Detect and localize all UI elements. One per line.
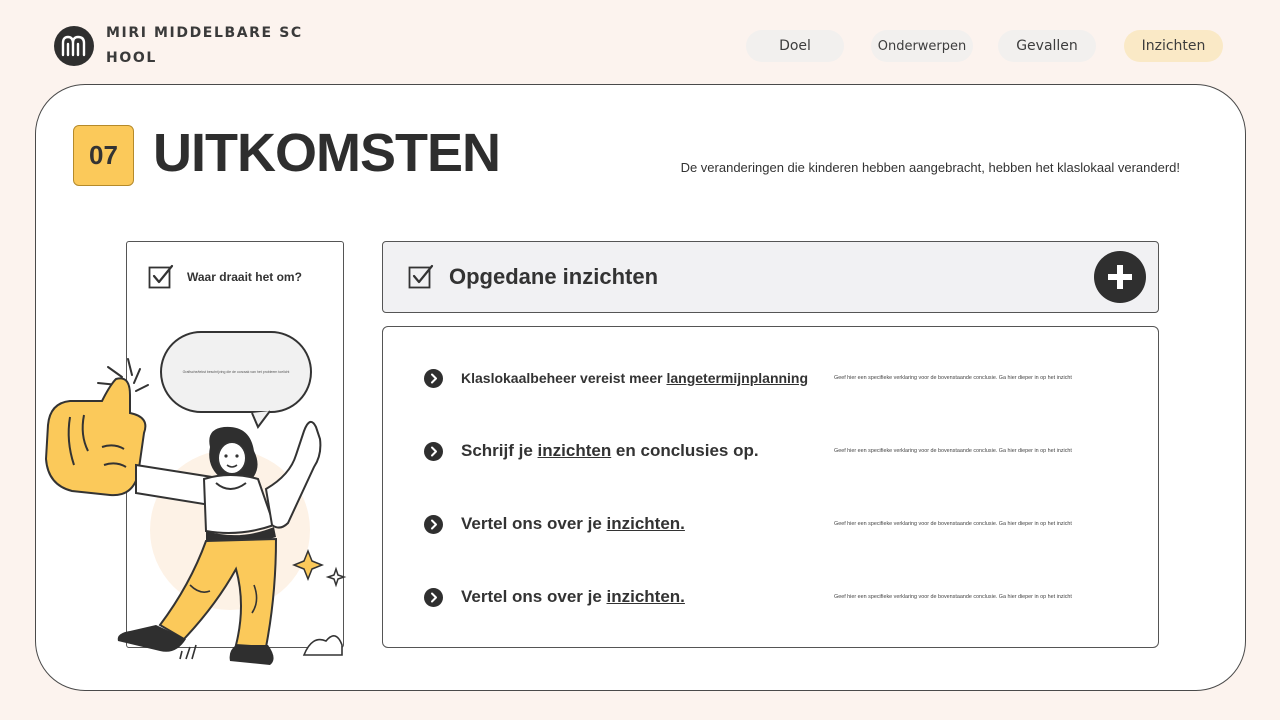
chevron-right-icon xyxy=(424,588,443,607)
left-panel-label: Waar draait het om? xyxy=(187,270,302,284)
person-thumbs-up-illustration xyxy=(40,355,360,675)
inline-link[interactable]: inzichten. xyxy=(606,514,685,533)
list-item xyxy=(424,439,1124,463)
checkbox-icon xyxy=(408,264,434,290)
inline-link[interactable]: inzichten. xyxy=(606,587,685,606)
list-item-note: Geef hier een specifieke verklaring voor de bovenstaande conclusie. Ga hier dieper in op het inzicht xyxy=(834,448,1072,454)
page-title: UITKOMSTEN xyxy=(153,123,500,183)
plus-icon[interactable] xyxy=(1094,251,1146,303)
list-item xyxy=(424,512,1124,536)
nav-item-inzichten[interactable]: Inzichten xyxy=(1124,30,1223,62)
accordion-title: Opgedane inzichten xyxy=(449,264,659,289)
list-item xyxy=(424,585,1124,609)
section-number-badge: 07 xyxy=(73,125,134,186)
top-nav xyxy=(0,30,1280,62)
inline-link[interactable]: langetermijnplanning xyxy=(666,370,809,386)
nav-item-gevallen[interactable]: Gevallen xyxy=(998,30,1096,62)
chevron-right-icon xyxy=(424,369,443,388)
page-subtitle: De veranderingen die kinderen hebben aangebracht, hebben het klaslokaal veranderd! xyxy=(680,160,1180,175)
nav-item-onderwerpen[interactable]: Onderwerpen xyxy=(871,30,973,62)
checkbox-icon xyxy=(148,264,174,290)
inline-link[interactable]: inzichten xyxy=(537,441,612,460)
list-item-note: Geef hier een specifieke verklaring voor de bovenstaande conclusie. Ga hier dieper in op het inzicht xyxy=(834,594,1072,600)
brand-name: MIRI MIDDELBARE SCHOOL xyxy=(106,25,303,66)
speech-bubble-text: Grafische/tekst beschrijving die de oorzaak van het probleem toelicht xyxy=(182,370,290,374)
nav-item-doel[interactable]: Doel xyxy=(746,30,844,62)
list-item-note: Geef hier een specifieke verklaring voor de bovenstaande conclusie. Ga hier dieper in op het inzicht xyxy=(834,521,1072,527)
list-item-title: Klaslokaalbeheer vereist meer langetermijnplanning xyxy=(461,370,809,386)
chevron-right-icon xyxy=(424,515,443,534)
chevron-right-icon xyxy=(424,442,443,461)
list-item-title: Vertel ons over je inzichten. xyxy=(461,514,685,533)
list-item-note: Geef hier een specifieke verklaring voor de bovenstaande conclusie. Ga hier dieper in op het inzicht xyxy=(834,375,1072,381)
list-item xyxy=(424,366,1124,390)
list-item-title: Schrijf je inzichten en conclusies op. xyxy=(461,441,759,460)
list-item-title: Vertel ons over je inzichten. xyxy=(461,587,685,606)
